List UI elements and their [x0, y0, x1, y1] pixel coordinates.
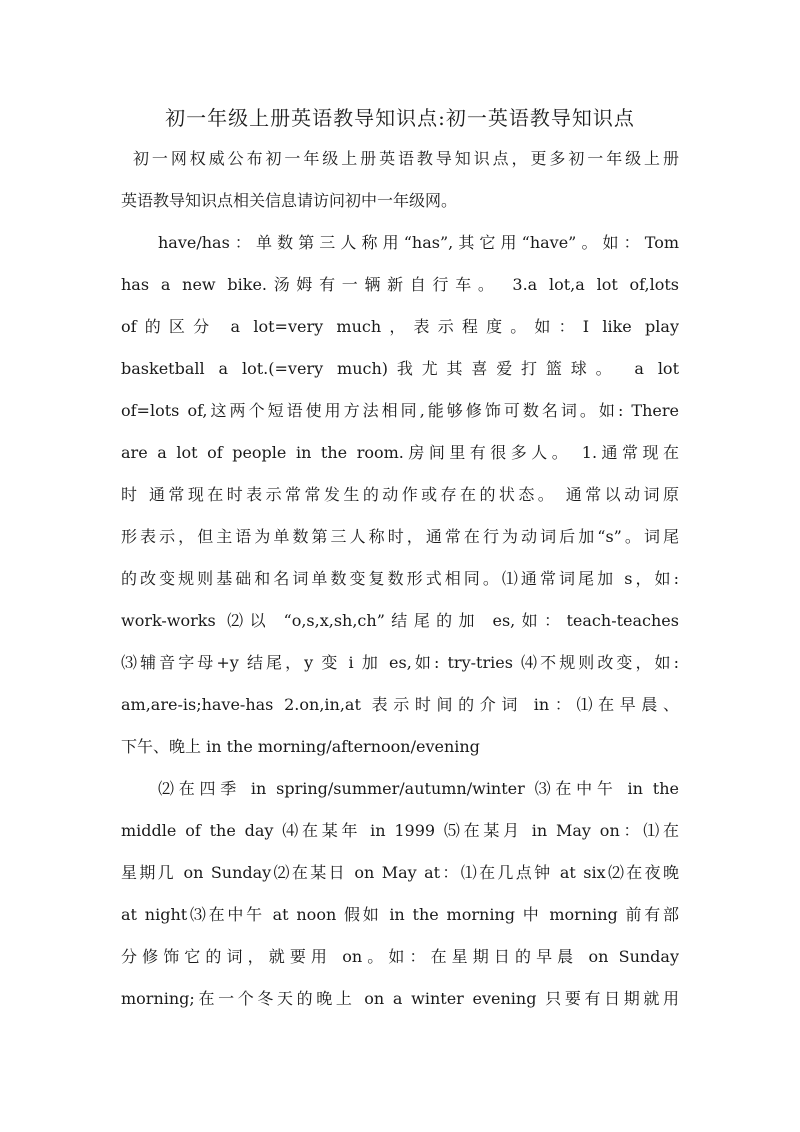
paragraph-2-line-10: work-works ⑵以 “o,s,x,sh,ch”结尾的加 es,如：teach-teaches: [121, 611, 679, 630]
paragraph-3-line-4: at night⑶在中午 at noon 假如 in the morning 中 morning 前有部: [121, 905, 679, 924]
document-title: 初一年级上册英语教导知识点:初一英语教导知识点: [165, 106, 635, 130]
paragraph-2-line-11: ⑶辅音字母+y 结尾，y 变 i 加 es,如: try-tries ⑷不规则改变，如:: [121, 653, 679, 672]
paragraph-2-line-3: of的区分 a lot=very much，表示程度。如：I like play: [121, 317, 679, 336]
paragraph-2-line-8: 形表示，但主语为单数第三人称时，通常在行为动词后加“s”。词尾: [121, 527, 679, 546]
paragraph-2-line-7: 时 通常现在时表示常常发生的动作或存在的状态。 通常以动词原: [121, 485, 679, 504]
paragraph-2-line-2: has a new bike.汤姆有一辆新自行车。 3.a lot,a lot of,lots: [121, 275, 679, 294]
paragraph-2-line-4: basketball a lot.(=very much)我尤其喜爱打篮球。 a lot: [121, 359, 679, 378]
paragraph-2-line-1: have/has：单数第三人称用“has”,其它用“have”。如：Tom: [158, 233, 679, 252]
paragraph-1-line-1: 初一网权威公布初一年级上册英语教导知识点，更多初一年级上册: [133, 149, 679, 168]
paragraph-3-line-3: 星期几 on Sunday⑵在某日 on May at：⑴在几点钟 at six⑵在夜晚: [121, 863, 679, 882]
paragraph-2-line-5: of=lots of,这两个短语使用方法相同,能够修饰可数名词。如: There: [121, 401, 679, 420]
paragraph-3-line-6: morning;在一个冬天的晚上 on a winter evening 只要有日期就用: [121, 989, 679, 1008]
paragraph-2-line-13: 下午、晚上 in the morning/afternoon/evening: [121, 737, 480, 756]
paragraph-2-line-6: are a lot of people in the room.房间里有很多人。 1.通常现在: [121, 443, 679, 462]
paragraph-3-line-2: middle of the day ⑷在某年 in 1999 ⑸在某月 in May on：⑴在: [121, 821, 679, 840]
paragraph-3-line-5: 分修饰它的词，就要用 on。如：在星期日的早晨 on Sunday: [121, 947, 679, 966]
paragraph-3-line-1: ⑵在四季 in spring/summer/autumn/winter ⑶在中午 in the: [158, 779, 679, 798]
paragraph-2-line-12: am,are-is;have-has 2.on,in,at 表示时间的介词 in：⑴在早晨、: [121, 695, 679, 714]
paragraph-1-line-2: 英语教导知识点相关信息请访问初中一年级网。: [121, 191, 458, 210]
paragraph-2-line-9: 的改变规则基础和名词单数变复数形式相同。⑴通常词尾加 s，如:: [121, 569, 679, 588]
